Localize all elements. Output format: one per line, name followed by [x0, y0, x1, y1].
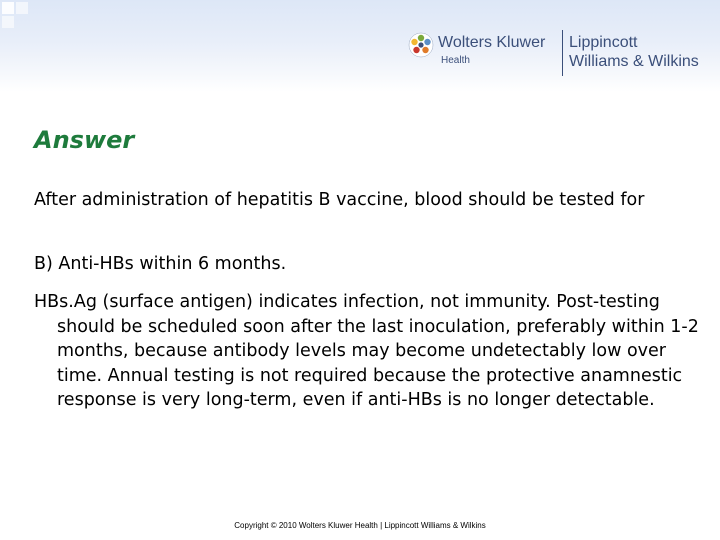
publisher-logo — [408, 30, 718, 80]
logo-company-name: Wolters Kluwer — [438, 34, 546, 51]
question-text: After administration of hepatitis B vaccine, blood should be tested for — [34, 190, 645, 210]
logo-partner-line-1: Lippincott — [569, 34, 638, 51]
logo-divider — [562, 30, 563, 76]
explanation-text: HBs.Ag (surface antigen) indicates infection, not immunity. Post-testing should be scheduled soon after the last inoculation, preferably within 1-2 months, because antibody levels may become undetectably low over time. Annual testing is not required because the protective anamnestic response is very long-term, even if anti-HBs is no longer detectable. — [34, 292, 699, 410]
answer-text: B) Anti-HBs within 6 months. — [34, 254, 287, 274]
corner-decoration — [0, 0, 40, 30]
logo-division-name: Health — [441, 55, 470, 66]
logo-partner-line-2: Williams & Wilkins — [569, 53, 699, 70]
slide-title: Answer — [34, 126, 135, 154]
wolters-kluwer-logo-icon — [408, 32, 434, 58]
copyright-footer: Copyright © 2010 Wolters Kluwer Health | Lippincott Williams & Wilkins — [234, 521, 486, 530]
